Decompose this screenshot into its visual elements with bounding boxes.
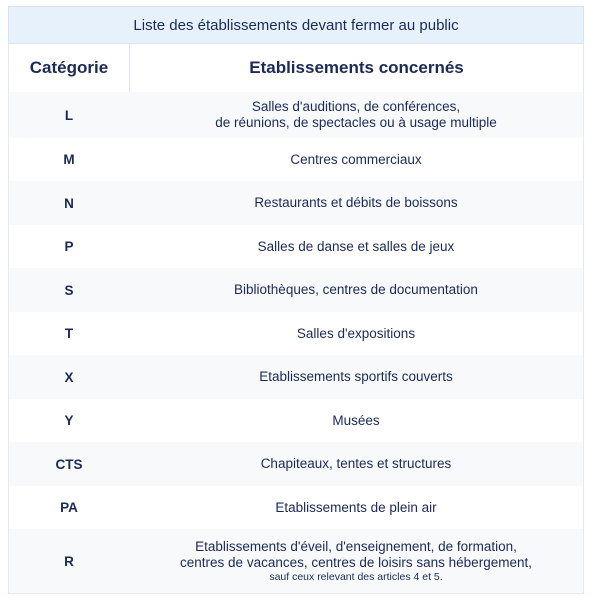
table-row	[8, 399, 584, 442]
row-description-line: Centres commerciaux	[290, 151, 422, 167]
row-description	[129, 399, 583, 442]
row-category: L	[64, 107, 74, 123]
row-description	[129, 312, 583, 355]
row-description-line: Etablissements de plein air	[275, 499, 437, 515]
table-row	[8, 312, 584, 355]
row-description-line: Musées	[332, 412, 380, 428]
row-description	[129, 225, 583, 268]
row-description-line: Restaurants et débits de boissons	[254, 195, 458, 210]
header-establishments: Etablissements concernés	[249, 58, 464, 77]
row-category: PA	[60, 500, 78, 515]
row-category: T	[64, 326, 74, 341]
row-description	[129, 181, 583, 225]
row-description-line: Salles d'auditions, de conférences,	[251, 99, 461, 114]
row-description-line: Etablissements sportifs couverts	[259, 369, 453, 384]
table-row	[8, 92, 584, 138]
row-description	[129, 442, 583, 486]
row-description-line: centres de vacances, centres de loisirs sans hébergement,	[180, 554, 532, 570]
header-category: Catégorie	[9, 44, 130, 92]
row-description	[129, 138, 583, 181]
row-category: N	[64, 195, 74, 211]
table-title: Liste des établissements devant fermer au public	[8, 6, 584, 44]
row-category: S	[64, 282, 74, 298]
table-row	[8, 486, 584, 529]
row-category: R	[64, 553, 74, 569]
row-category: X	[64, 369, 74, 385]
row-description-line: Salles d'expositions	[296, 325, 416, 341]
row-description-line: Salles de danse et salles de jeux	[257, 238, 455, 254]
table-row	[8, 181, 584, 225]
table-row	[8, 225, 584, 268]
row-category: CTS	[55, 456, 83, 472]
row-description	[129, 92, 583, 138]
row-category: Y	[64, 413, 74, 428]
table-bottom-border	[8, 593, 584, 594]
table-row	[8, 355, 584, 399]
establishments-table	[8, 6, 584, 594]
row-description-line: Bibliothèques, centres de documentation	[234, 282, 478, 297]
table-row	[8, 268, 584, 312]
table-row	[8, 442, 584, 486]
row-description-line: Etablissements d'éveil, d'enseignement, de formation,	[195, 538, 517, 554]
table-row	[8, 138, 584, 181]
table-row	[8, 529, 584, 593]
row-description-line: de réunions, de spectacles ou à usage multiple	[215, 115, 497, 130]
row-description	[129, 268, 583, 312]
row-description	[129, 355, 583, 399]
row-category: P	[64, 239, 74, 254]
row-description-line: Chapiteaux, tentes et structures	[260, 456, 452, 471]
table-header	[8, 44, 584, 92]
row-description	[129, 486, 583, 529]
row-description-note: sauf ceux relevant des articles 4 et 5.	[269, 570, 443, 583]
row-description	[129, 529, 583, 593]
row-category: M	[63, 152, 75, 167]
